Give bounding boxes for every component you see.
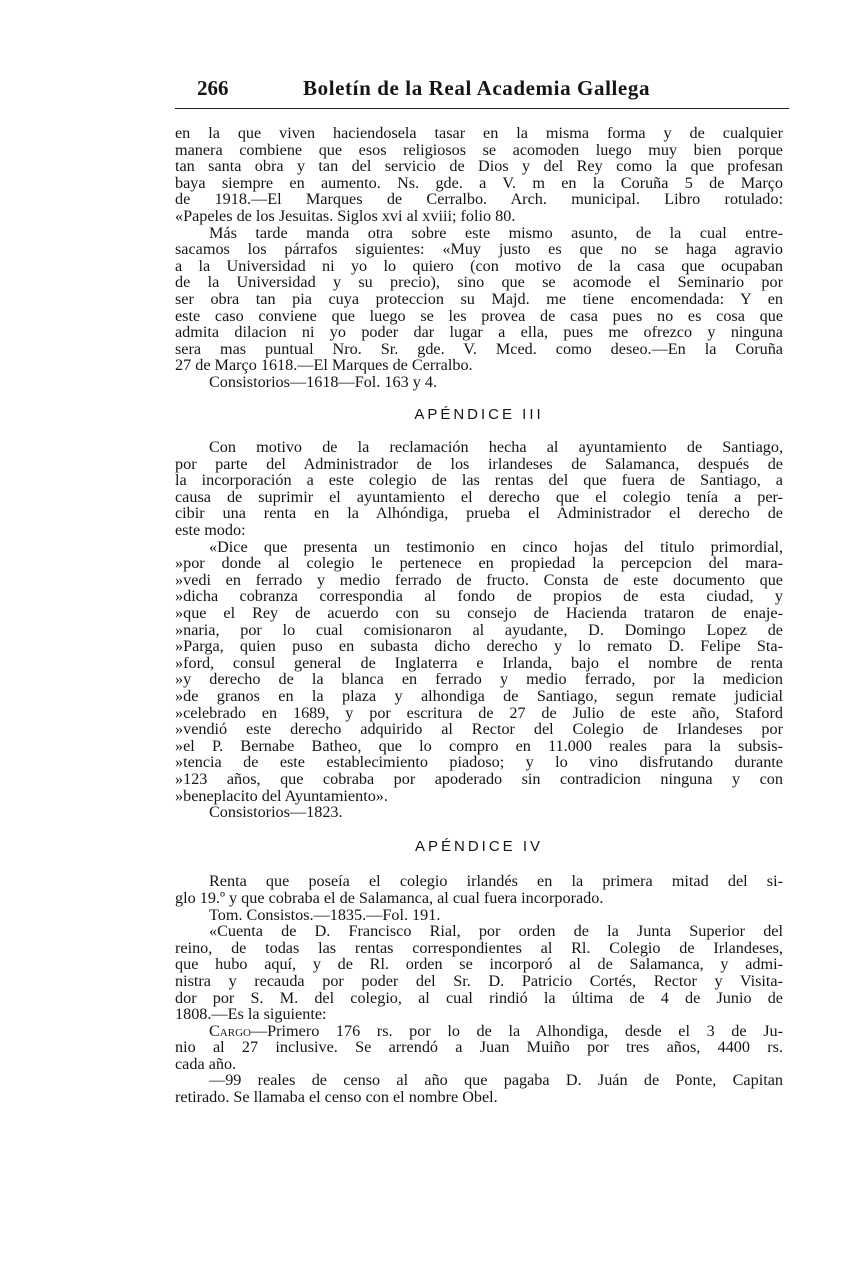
text-line: causa de suprimir el ayuntamiento el derecho que el colegio tenía a per-: [175, 487, 783, 506]
text-line: reino, de todas las rentas correspondientes al Rl. Colegio de Irlandeses,: [175, 938, 783, 957]
text-line: «Dice que presenta un testimonio en cinco hojas del titulo primordial,: [209, 537, 783, 556]
paragraph-appendix-iii-intro: [175, 439, 783, 539]
text-line: «Cuenta de D. Francisco Rial, por orden de la Junta Superior del: [209, 922, 783, 941]
text-line: «Papeles de los Jesuitas. Siglos xvi al xviii; folio 80.: [175, 206, 516, 225]
text-line: sacamos los párrafos siguientes: «Muy justo es que no se haga agravio: [175, 240, 783, 259]
text-line: [175, 1023, 783, 1040]
text-line: 1808.—Es la siguiente:: [175, 1005, 327, 1024]
text-line: manera combiene que esos religiosos se acomoden luego muy bien porque: [175, 140, 783, 159]
text-line: de 1918.—El Marques de Cerralbo. Arch. municipal. Libro rotulado:: [175, 190, 783, 209]
text-line: —99 reales de censo al año que pagaba D. Juán de Ponte, Capitan: [209, 1071, 783, 1090]
text-line: que hubo aquí, y de Rl. orden se incorporó al de Salamanca, y admi-: [175, 955, 783, 974]
text-line: este modo:: [175, 521, 246, 540]
text-line: dor por S. M. del colegio, al cual rindió la última de 4 de Junio de: [175, 988, 783, 1007]
appendix-iii-heading: APÉNDICE III: [414, 405, 544, 423]
page-number: 266: [197, 76, 229, 100]
text-line: nistra y recauda por poder del Sr. D. Patricio Cortés, Rector y Visita-: [175, 971, 783, 990]
text-line: »por donde al colegio le pertenece en propiedad la percepcion del mara-: [175, 554, 783, 573]
text-line: a la Universidad ni yo lo quiero (con motivo de la casa que ocupaban: [175, 256, 783, 275]
text-line: »tencia de este establecimiento piadoso; y lo vino disfrutando durante: [175, 753, 783, 772]
text-line: Con motivo de la reclamación hecha al ayuntamiento de Santiago,: [209, 438, 783, 457]
source-citation: Consistorios—1823.: [209, 803, 343, 822]
text-line: por parte del Administrador de los irlandeses de Salamanca, después de: [175, 454, 783, 473]
text-line: »y derecho de la blanca en ferrado y medio ferrado, por la medicion: [175, 670, 783, 689]
text-line: baya siempre en aumento. Ns. gde. a V. m en la Coruña 5 de Março: [175, 173, 783, 192]
running-title: Boletín de la Real Academia Gallega: [303, 76, 651, 100]
paragraph-appendix-iv-intro: [175, 873, 783, 923]
text-line: retirado. Se llamaba el censo con el nombre Obel.: [175, 1088, 498, 1107]
text-line: cada año.: [175, 1054, 237, 1073]
text-line: Renta que poseía el colegio irlandés en la primera mitad del si-: [209, 872, 783, 891]
paragraph-letter-1618-b: [175, 225, 783, 391]
paragraph-account: [175, 923, 783, 1023]
text-line: admita dilacion ni yo poder dar lugar a ella, pues me ofrezco y ninguna: [175, 323, 783, 342]
quoted-testimony: [175, 539, 783, 821]
paragraph-censo: [175, 1072, 783, 1105]
text-line: la incorporación a este colegio de las rentas del que fuera de Santiago, a: [175, 471, 783, 490]
text-line: »celebrado en 1689, y por escritura de 27 de Julio de este año, Staford: [175, 703, 783, 722]
text-line: »Parga, quien puso en subasta dicho derecho y lo remato D. Felipe Sta-: [175, 637, 783, 656]
header-rule: [175, 108, 789, 109]
text-line: »123 años, que cobraba por apoderado sin contradicion ninguna y con: [175, 769, 783, 788]
page-body: [175, 125, 783, 1106]
text-line: »vendió este derecho adquirido al Rector del Colegio de Irlandeses por: [175, 720, 783, 739]
page-header: [175, 76, 795, 110]
text-line: »naria, por lo cual comisionaron al ayudante, D. Domingo Lopez de: [175, 620, 783, 639]
appendix-iv-heading: APÉNDICE IV: [414, 837, 544, 855]
text-line: tan santa obra y tan del servicio de Dios y del Rey como la que profesan: [175, 157, 783, 176]
text-line: cibir una renta en la Alhóndiga, prueba el Administrador el derecho de: [175, 504, 783, 523]
text-line: »dicha cobranza correspondia al fondo de propios de esta ciudad, y: [175, 587, 783, 606]
text-line: »que el Rey de acuerdo con su consejo de Hacienda trataron de enaje-: [175, 604, 783, 623]
text-line: ser obra tan pia cuya proteccion su Majd. me tiene encomendada: Y en: [175, 289, 783, 308]
cargo-text: —Primero 176 rs. por lo de la Alhondiga, desde el 3 de Ju-: [250, 1021, 783, 1040]
cargo-label: Cargo: [209, 1021, 251, 1040]
source-citation: Tom. Consistos.—1835.—Fol. 191.: [209, 905, 441, 924]
paragraph-cargo: [175, 1023, 783, 1073]
text-line: »vedi en ferrado y medio ferrado de fructo. Consta de este documento que: [175, 570, 783, 589]
paragraph-letter-1618-a: [175, 125, 783, 225]
text-line: de la Universidad y su precio), sino que se acomode el Seminario por: [175, 273, 783, 292]
text-line: »el P. Bernabe Batheo, que lo compro en 11.000 reales para la subsis-: [175, 736, 783, 755]
text-line: nio al 27 inclusive. Se arrendó a Juan Muiño por tres años, 4400 rs.: [175, 1038, 783, 1057]
text-line: glo 19.º y que cobraba el de Salamanca, al cual fuera incorporado.: [175, 888, 604, 907]
source-citation: Consistorios—1618—Fol. 163 y 4.: [209, 372, 438, 391]
text-line: este caso conviene que luego se les provea de casa pues no es cosa que: [175, 306, 783, 325]
text-line: »de granos en la plaza y alhondiga de Santiago, segun remate judicial: [175, 687, 783, 705]
text-line: Más tarde manda otra sobre este mismo asunto, de la cual entre-: [209, 223, 783, 242]
text-line: »ford, consul general de Inglaterra e Irlanda, bajo el nombre de renta: [175, 653, 783, 672]
text-line: sera mas puntual Nro. Sr. gde. V. Mced. como deseo.—En la Coruña: [175, 339, 783, 358]
text-line: 27 de Março 1618.—El Marques de Cerralbo.: [175, 356, 473, 375]
text-line: en la que viven haciendosela tasar en la misma forma y de cualquier: [175, 124, 783, 142]
text-line: »beneplacito del Ayuntamiento».: [175, 786, 388, 805]
